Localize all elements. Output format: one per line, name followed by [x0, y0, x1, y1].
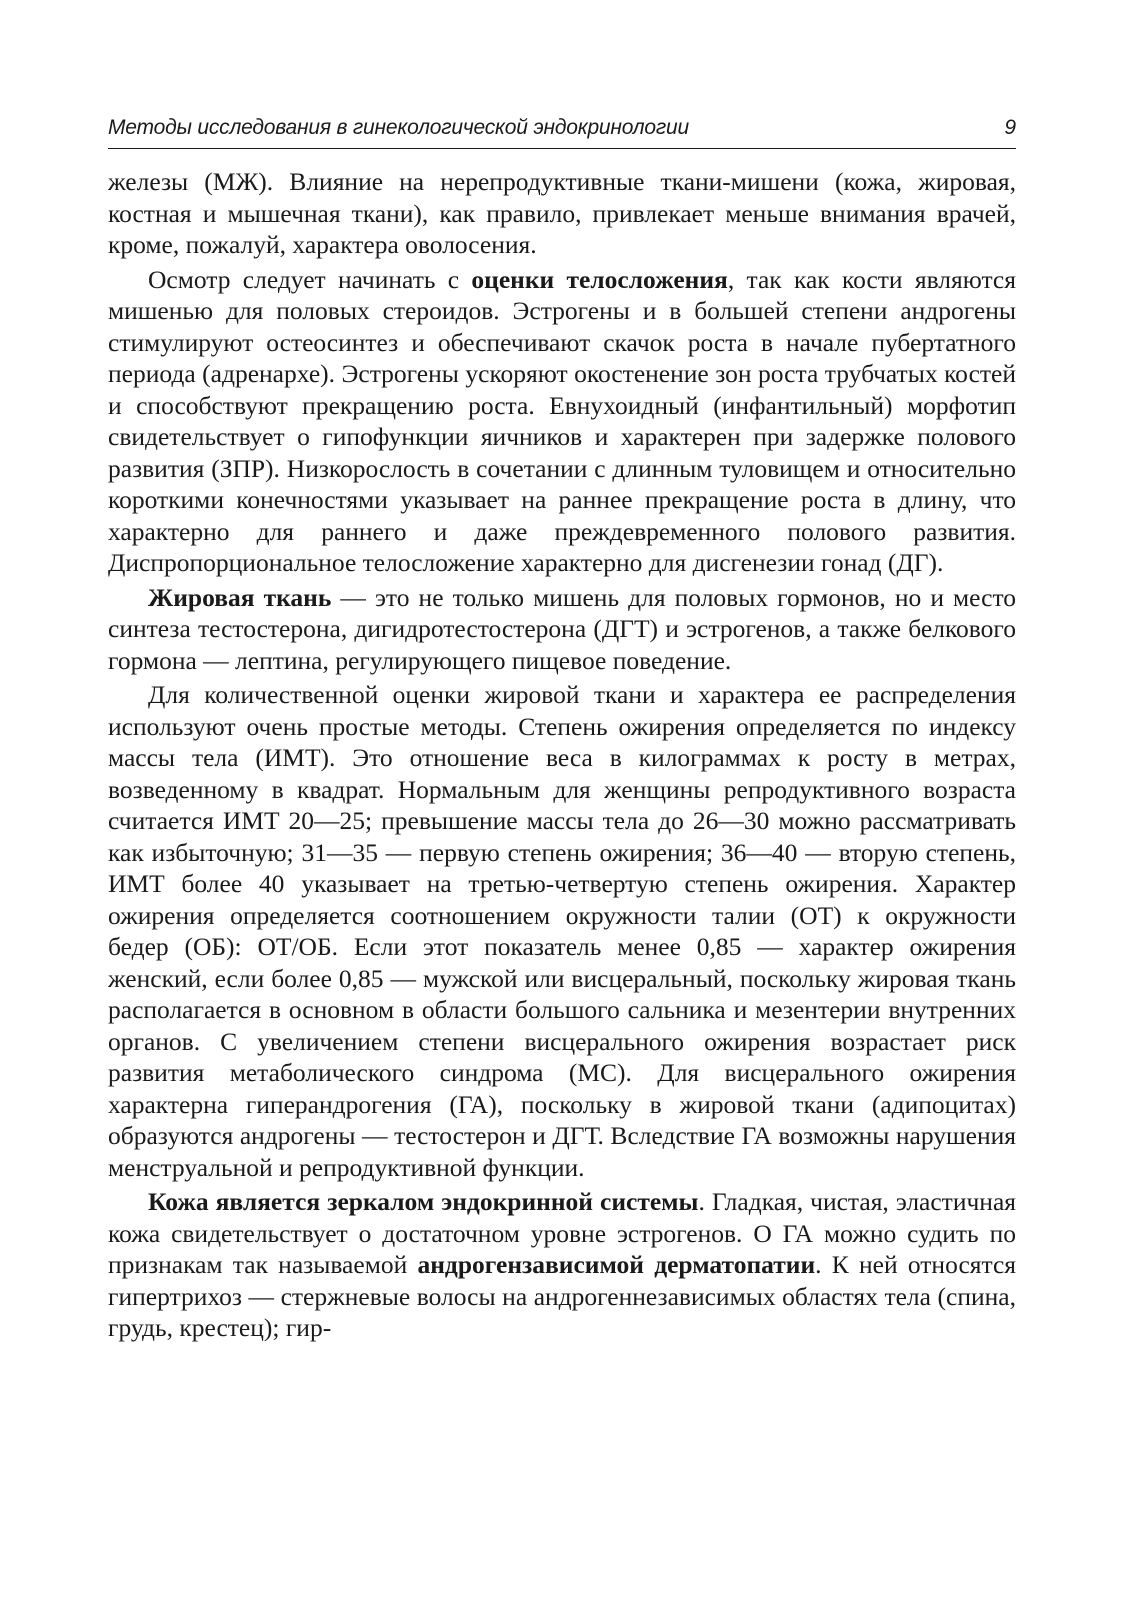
- text-run: Для количественной оценки жировой ткани и характера ее распределения используют очень простые методы. Степень ожирения определяется по индексу массы тела (ИМТ). Это отношение веса в килограммах к росту в метрах, возведенному в квадрат. Нормальным для женщины репродуктивного возраста считается ИМТ 20—25; превышение массы тела до 26—30 можно рассматривать как избыточную; 31—35 — первую степень ожирения; 36—40 — вторую степень, ИМТ более 40 указывает на третью-четвертую степень ожирения. Характер ожирения определяется соотношением окружности талии (ОТ) к окружности бедер (ОБ): ОТ/ОБ. Если этот показатель менее 0,85 — характер ожирения женский, если более 0,85 — мужской или висцеральный, поскольку жировая ткань располагается в основном в области большого сальника и мезентерии внутренних органов. С увеличением степени висцерального ожирения возрастает риск развития метаболического синдрома (МС). Для висцерального ожирения характерна гиперандрогения (ГА), поскольку в жировой ткани (адипоцитах) образуются андрогены — тестостерон и ДГТ. Вследствие ГА возможны нарушения менструальной и репродуктивной функции.: [108, 680, 1016, 1182]
- text-run: . К ней относятся гипертрихоз — стержневые волосы на андрогеннезависимых областях тела (спина, грудь, крестец); гир-: [108, 1250, 1017, 1342]
- page-number: 9: [1004, 116, 1016, 139]
- bold-term: андрогензависимой дерматопатии: [417, 1250, 816, 1279]
- text-run: — это не только мишень для половых гормонов, но и место синтеза тестостерона, дигидротестостерона (ДГТ) и эстрогенов, а также белкового гормона — лептина, регулирующего пищевое поведение.: [108, 582, 1017, 675]
- text-run: . Гладкая, чистая, эластичная кожа свидетельствует о достаточном уровне эстрогенов. О ГА можно судить по признакам так называемой: [108, 1187, 1016, 1279]
- text-run: , так как кости являются мишенью для половых стероидов. Эстрогены и в большей степени андрогены стимулируют остеосинтез и обеспечивают скачок роста в начале пубертатного периода (адренархе). Эстрогены ускоряют окостенение зон роста трубчатых костей и способствуют прекращению роста. Евнухоидный (инфантильный) морфотип свидетельствует о гипофункции яичников и характерен при задержке полового развития (ЗПР). Низкорослость в сочетании с длинным туловищем и относительно короткими конечностями указывает на раннее прекращение роста в длину, что характерно для раннего и даже преждевременного полового развития. Диспропорциональное телосложение характерно для дисгенезии гонад (ДГ).: [108, 264, 1016, 577]
- paragraph-p3: [108, 582, 1016, 677]
- bold-term: Жировая ткань: [148, 582, 332, 612]
- paragraph-p5: [108, 1186, 1016, 1344]
- text-run: железы (МЖ). Влияние на нерепродуктивные ткани-мишени (кожа, жировая, костная и мышечная ткани), как правило, привлекает меньше внимания врачей, кроме, пожалуй, характера оволосения.: [108, 167, 1016, 259]
- paragraph-p2: [108, 264, 1016, 579]
- bold-term: оценки телосложения: [471, 264, 728, 294]
- paragraph-p4: [108, 679, 1016, 1183]
- bold-term: Кожа является зеркалом эндокринной системы: [148, 1187, 699, 1216]
- chapter-title: Методы исследования в гинекологической эндокринологии: [108, 116, 690, 139]
- text-run: Осмотр следует начинать с: [148, 264, 472, 294]
- body-text: [108, 166, 1016, 1344]
- running-header: [108, 100, 1016, 140]
- paragraph-p1: [108, 166, 1016, 261]
- header-rule: [108, 148, 1016, 149]
